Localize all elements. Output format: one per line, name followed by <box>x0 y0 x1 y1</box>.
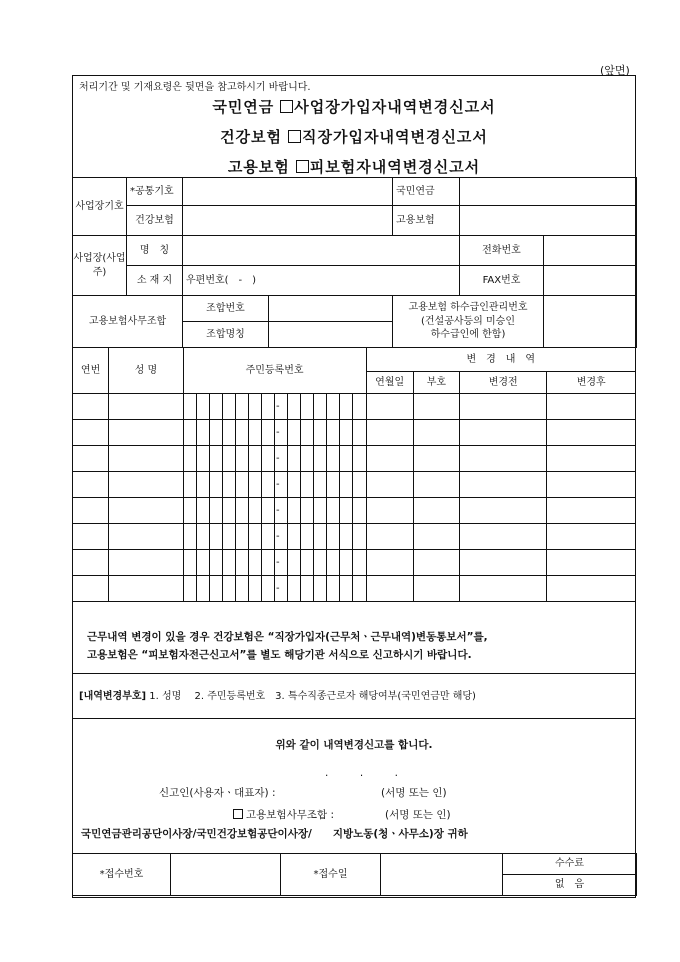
serial-cell[interactable] <box>73 394 109 420</box>
resident-no-digit[interactable] <box>288 498 301 524</box>
date-cell[interactable] <box>366 498 413 524</box>
resident-no-digit[interactable] <box>196 394 209 420</box>
name-cell[interactable] <box>109 498 183 524</box>
resident-no-digit[interactable] <box>353 394 366 420</box>
resident-no-digit[interactable] <box>196 498 209 524</box>
member-change-table <box>72 347 636 602</box>
resident-no-digit[interactable] <box>196 420 209 446</box>
resident-no-digit[interactable] <box>301 498 314 524</box>
resident-no-digit[interactable] <box>327 498 340 524</box>
legend-label: [내역변경부호] <box>79 691 147 702</box>
title-national-pension <box>73 96 635 117</box>
date-cell[interactable] <box>366 446 413 472</box>
before-cell[interactable] <box>460 420 547 446</box>
resident-no-digit[interactable] <box>222 550 235 576</box>
date-cell[interactable] <box>366 524 413 550</box>
resident-no-digit[interactable] <box>261 446 274 472</box>
resident-no-digit[interactable] <box>327 576 340 602</box>
resident-no-digit[interactable] <box>288 446 301 472</box>
declaration-section <box>73 719 635 854</box>
resident-no-digit[interactable] <box>353 550 366 576</box>
recipients: 국민연금관리공단이사장/국민건강보험공단이사장/ 지방노동(청ㆍ사무소)장 귀하 <box>81 828 468 840</box>
resident-no-digit[interactable] <box>288 472 301 498</box>
resident-no-dash: - <box>274 394 287 420</box>
name-cell[interactable] <box>109 472 183 498</box>
resident-no-digit[interactable] <box>248 524 261 550</box>
notice-line: 고용보험은 “피보험자전근신고서”를 별도 해당기관 서식으로 신고하시기 바랍니다. <box>87 649 472 661</box>
employer-name-label: 명 칭 <box>127 236 183 266</box>
employment-insurance-checkbox[interactable] <box>296 160 309 173</box>
member-row <box>73 550 636 576</box>
resident-no-digit[interactable] <box>288 550 301 576</box>
change-code-legend <box>73 674 635 719</box>
resident-no-digit[interactable] <box>261 420 274 446</box>
resident-no-digit[interactable] <box>196 446 209 472</box>
union-agent-signature[interactable]: (서명 또는 인) <box>385 809 451 821</box>
resident-no-digit[interactable] <box>261 576 274 602</box>
resident-no-digit[interactable] <box>314 394 327 420</box>
processing-note: 처리기간 및 기재요령은 뒷면을 참고하시기 바랍니다. <box>79 82 311 93</box>
declaration-text: 위와 같이 내역변경신고를 합니다. <box>275 739 433 751</box>
resident-no-digit[interactable] <box>353 472 366 498</box>
serial-cell[interactable] <box>73 472 109 498</box>
resident-no-digit[interactable] <box>209 550 222 576</box>
fax-label: FAX번호 <box>460 266 544 296</box>
union-agent-label: 고용보험사무조합 : <box>246 809 335 821</box>
before-cell[interactable] <box>460 576 547 602</box>
before-cell[interactable] <box>460 472 547 498</box>
date-header: 연월일 <box>366 372 413 394</box>
resident-no-digit[interactable] <box>183 498 196 524</box>
address-label: 소 재 지 <box>127 266 183 296</box>
employer-name-field[interactable] <box>183 236 460 266</box>
phone-label: 전화번호 <box>460 236 544 266</box>
legend-text: 1. 성명 2. 주민등록번호 3. 특수직종근로자 해당여부(국민연금만 해당) <box>146 691 476 702</box>
resident-no-digit[interactable] <box>209 498 222 524</box>
before-cell[interactable] <box>460 550 547 576</box>
resident-no-digit[interactable] <box>301 420 314 446</box>
code-cell[interactable] <box>413 420 459 446</box>
employer-label: 사업장(사업주) <box>73 236 127 296</box>
before-cell[interactable] <box>460 524 547 550</box>
resident-no-digit[interactable] <box>340 472 353 498</box>
workplace-info-table <box>72 177 637 348</box>
resident-no-digit[interactable] <box>209 524 222 550</box>
resident-no-digit[interactable] <box>209 446 222 472</box>
title-employment-insurance <box>73 156 635 177</box>
resident-no-digit[interactable] <box>248 446 261 472</box>
resident-no-digit[interactable] <box>248 394 261 420</box>
fee-label: 수수료 <box>503 854 637 875</box>
resident-no-digit[interactable] <box>327 472 340 498</box>
resident-no-digit[interactable] <box>327 550 340 576</box>
subcontractor-label <box>393 296 544 348</box>
before-cell[interactable] <box>460 446 547 472</box>
union-name-label: 조합명칭 <box>183 322 269 348</box>
after-cell[interactable] <box>547 498 636 524</box>
resident-no-digit[interactable] <box>314 446 327 472</box>
resident-no-digit[interactable] <box>183 394 196 420</box>
report-date: . . . <box>325 767 399 779</box>
resident-no-digit[interactable] <box>314 498 327 524</box>
resident-no-dash: - <box>274 524 287 550</box>
resident-no-digit[interactable] <box>235 394 248 420</box>
report-form <box>72 75 636 898</box>
code-header: 부호 <box>413 372 459 394</box>
serial-cell[interactable] <box>73 550 109 576</box>
union-no-label: 조합번호 <box>183 296 269 322</box>
resident-no-digit[interactable] <box>314 472 327 498</box>
employment-insurance-field[interactable] <box>460 206 637 236</box>
resident-no-digit[interactable] <box>353 524 366 550</box>
serial-cell[interactable] <box>73 420 109 446</box>
resident-no-digit[interactable] <box>235 524 248 550</box>
receipt-table <box>72 853 637 896</box>
resident-no-digit[interactable] <box>327 524 340 550</box>
member-row <box>73 498 636 524</box>
code-cell[interactable] <box>413 394 459 420</box>
union-label: 고용보험사무조합 <box>73 296 183 348</box>
notice-line: 근무내역 변경이 있을 경우 건강보험은 “직장가입자(근무처ㆍ근무내역)변동통보서”를, <box>87 631 488 643</box>
union-no-field[interactable] <box>269 296 393 322</box>
receipt-date-field[interactable] <box>381 854 503 896</box>
national-pension-checkbox[interactable] <box>280 100 293 113</box>
page-side-label: (앞면) <box>600 64 630 77</box>
before-cell[interactable] <box>460 498 547 524</box>
name-cell[interactable] <box>109 394 183 420</box>
subcontractor-note: 하수급인에 한함) <box>430 329 506 341</box>
resident-no-digit[interactable] <box>235 498 248 524</box>
name-cell[interactable] <box>109 576 183 602</box>
resident-no-digit[interactable] <box>222 472 235 498</box>
national-pension-label: 국민연금 <box>393 178 460 206</box>
resident-no-digit[interactable] <box>261 472 274 498</box>
member-row <box>73 446 636 472</box>
serial-cell[interactable] <box>73 524 109 550</box>
resident-no-dash: - <box>274 420 287 446</box>
name-cell[interactable] <box>109 550 183 576</box>
resident-no-digit[interactable] <box>340 498 353 524</box>
union-agent-row <box>233 807 334 822</box>
resident-no-digit[interactable] <box>222 394 235 420</box>
national-pension-field[interactable] <box>460 178 637 206</box>
after-cell[interactable] <box>547 394 636 420</box>
receipt-no-label: *접수번호 <box>73 854 171 896</box>
code-cell[interactable] <box>413 498 459 524</box>
resident-no-digit[interactable] <box>183 446 196 472</box>
resident-no-digit[interactable] <box>314 420 327 446</box>
resident-no-digit[interactable] <box>248 472 261 498</box>
resident-no-digit[interactable] <box>288 576 301 602</box>
date-cell[interactable] <box>366 420 413 446</box>
health-insurance-field[interactable] <box>183 206 393 236</box>
health-insurance-checkbox[interactable] <box>288 130 301 143</box>
resident-no-digit[interactable] <box>196 472 209 498</box>
code-cell[interactable] <box>413 524 459 550</box>
resident-no-digit[interactable] <box>261 394 274 420</box>
name-cell[interactable] <box>109 446 183 472</box>
resident-no-digit[interactable] <box>288 420 301 446</box>
resident-no-digit[interactable] <box>209 394 222 420</box>
date-cell[interactable] <box>366 550 413 576</box>
after-cell[interactable] <box>547 550 636 576</box>
resident-no-digit[interactable] <box>288 524 301 550</box>
resident-no-digit[interactable] <box>248 550 261 576</box>
resident-no-digit[interactable] <box>261 498 274 524</box>
employment-insurance-label: 고용보험 <box>393 206 460 236</box>
resident-no-dash: - <box>274 472 287 498</box>
resident-no-digit[interactable] <box>301 524 314 550</box>
title-agency: 고용보험 <box>227 158 290 176</box>
after-cell[interactable] <box>547 472 636 498</box>
subcontractor-note: (건설공사등의 미승인 <box>420 315 516 327</box>
resident-no-digit[interactable] <box>222 524 235 550</box>
resident-no-digit[interactable] <box>235 446 248 472</box>
resident-no-dash: - <box>274 498 287 524</box>
member-row <box>73 420 636 446</box>
after-cell[interactable] <box>547 446 636 472</box>
resident-no-dash: - <box>274 550 287 576</box>
resident-no-dash: - <box>274 446 287 472</box>
resident-no-digit[interactable] <box>327 420 340 446</box>
title-agency: 국민연금 <box>212 98 275 116</box>
after-cell[interactable] <box>547 576 636 602</box>
health-insurance-label: 건강보험 <box>127 206 183 236</box>
workplace-no-label: 사업장기호 <box>73 178 127 236</box>
resident-no-digit[interactable] <box>183 472 196 498</box>
resident-no-digit[interactable] <box>301 394 314 420</box>
resident-no-digit[interactable] <box>340 524 353 550</box>
resident-no-digit[interactable] <box>196 524 209 550</box>
date-cell[interactable] <box>366 576 413 602</box>
resident-no-digit[interactable] <box>288 394 301 420</box>
changes-header: 변 경 내 역 <box>366 348 635 372</box>
subcontractor-title: 고용보험 하수급인관리번호 <box>408 302 528 314</box>
resident-no-digit[interactable] <box>261 550 274 576</box>
member-row <box>73 472 636 498</box>
notice-section <box>73 622 635 674</box>
resident-no-digit[interactable] <box>183 576 196 602</box>
resident-no-digit[interactable] <box>235 472 248 498</box>
resident-no-digit[interactable] <box>209 420 222 446</box>
receipt-date-label: *접수일 <box>281 854 381 896</box>
resident-no-digit[interactable] <box>340 394 353 420</box>
name-header: 성 명 <box>109 348 183 394</box>
resident-no-dash: - <box>274 576 287 602</box>
fax-field[interactable] <box>544 266 637 296</box>
member-rows <box>73 394 636 602</box>
after-cell[interactable] <box>547 420 636 446</box>
title-health-insurance <box>73 126 635 147</box>
resident-no-digit[interactable] <box>353 576 366 602</box>
resident-no-digit[interactable] <box>235 550 248 576</box>
code-cell[interactable] <box>413 446 459 472</box>
resident-no-digit[interactable] <box>248 420 261 446</box>
union-agent-checkbox[interactable] <box>233 809 243 819</box>
union-name-field[interactable] <box>269 322 393 348</box>
phone-field[interactable] <box>544 236 637 266</box>
resident-no-digit[interactable] <box>327 394 340 420</box>
title-form: 직장가입자내역변경신고서 <box>302 128 488 146</box>
resident-no-digit[interactable] <box>353 420 366 446</box>
notice-text <box>73 622 635 664</box>
resident-no-digit[interactable] <box>340 576 353 602</box>
serial-cell[interactable] <box>73 446 109 472</box>
resident-no-digit[interactable] <box>209 472 222 498</box>
member-row <box>73 576 636 602</box>
resident-no-digit[interactable] <box>314 576 327 602</box>
resident-no-digit[interactable] <box>222 446 235 472</box>
resident-no-digit[interactable] <box>301 446 314 472</box>
resident-no-digit[interactable] <box>314 550 327 576</box>
resident-no-digit[interactable] <box>222 420 235 446</box>
resident-no-digit[interactable] <box>301 550 314 576</box>
resident-no-digit[interactable] <box>301 576 314 602</box>
common-no-field[interactable] <box>183 178 393 206</box>
subcontractor-field[interactable] <box>544 296 637 348</box>
serial-cell[interactable] <box>73 498 109 524</box>
resident-no-digit[interactable] <box>327 446 340 472</box>
title-agency: 건강보험 <box>220 128 283 146</box>
resident-no-digit[interactable] <box>235 420 248 446</box>
resident-no-digit[interactable] <box>340 550 353 576</box>
receipt-no-field[interactable] <box>171 854 281 896</box>
resident-no-digit[interactable] <box>353 498 366 524</box>
resident-no-digit[interactable] <box>183 420 196 446</box>
resident-no-digit[interactable] <box>248 498 261 524</box>
postal-field[interactable]: 우편번호( - ) <box>183 266 460 296</box>
code-cell[interactable] <box>413 550 459 576</box>
resident-no-digit[interactable] <box>340 420 353 446</box>
resident-no-digit[interactable] <box>248 576 261 602</box>
resident-no-digit[interactable] <box>340 446 353 472</box>
resident-no-digit[interactable] <box>222 576 235 602</box>
name-cell[interactable] <box>109 524 183 550</box>
resident-no-digit[interactable] <box>222 498 235 524</box>
title-form: 피보험자내역변경신고서 <box>309 158 481 176</box>
before-header: 변경전 <box>460 372 547 394</box>
common-no-label: *공통기호 <box>127 178 183 206</box>
resident-no-digit[interactable] <box>209 576 222 602</box>
resident-no-digit[interactable] <box>183 524 196 550</box>
after-cell[interactable] <box>547 524 636 550</box>
title-form: 사업장가입자내역변경신고서 <box>294 98 496 116</box>
member-row <box>73 394 636 420</box>
after-header: 변경후 <box>547 372 636 394</box>
date-cell[interactable] <box>366 394 413 420</box>
resident-no-digit[interactable] <box>314 524 327 550</box>
reporter-signature[interactable]: (서명 또는 인) <box>381 787 447 799</box>
resident-no-digit[interactable] <box>235 576 248 602</box>
resident-no-digit[interactable] <box>261 524 274 550</box>
name-cell[interactable] <box>109 420 183 446</box>
code-cell[interactable] <box>413 576 459 602</box>
resident-no-digit[interactable] <box>183 550 196 576</box>
member-row <box>73 524 636 550</box>
serial-cell[interactable] <box>73 576 109 602</box>
resident-no-header: 주민등록번호 <box>183 348 366 394</box>
serial-header: 연번 <box>73 348 109 394</box>
resident-no-digit[interactable] <box>196 550 209 576</box>
resident-no-digit[interactable] <box>353 446 366 472</box>
before-cell[interactable] <box>460 394 547 420</box>
resident-no-digit[interactable] <box>196 576 209 602</box>
reporter-label: 신고인(사용자ㆍ대표자) : <box>159 787 276 799</box>
resident-no-digit[interactable] <box>301 472 314 498</box>
code-cell[interactable] <box>413 472 459 498</box>
fee-value: 없 음 <box>503 875 637 896</box>
date-cell[interactable] <box>366 472 413 498</box>
